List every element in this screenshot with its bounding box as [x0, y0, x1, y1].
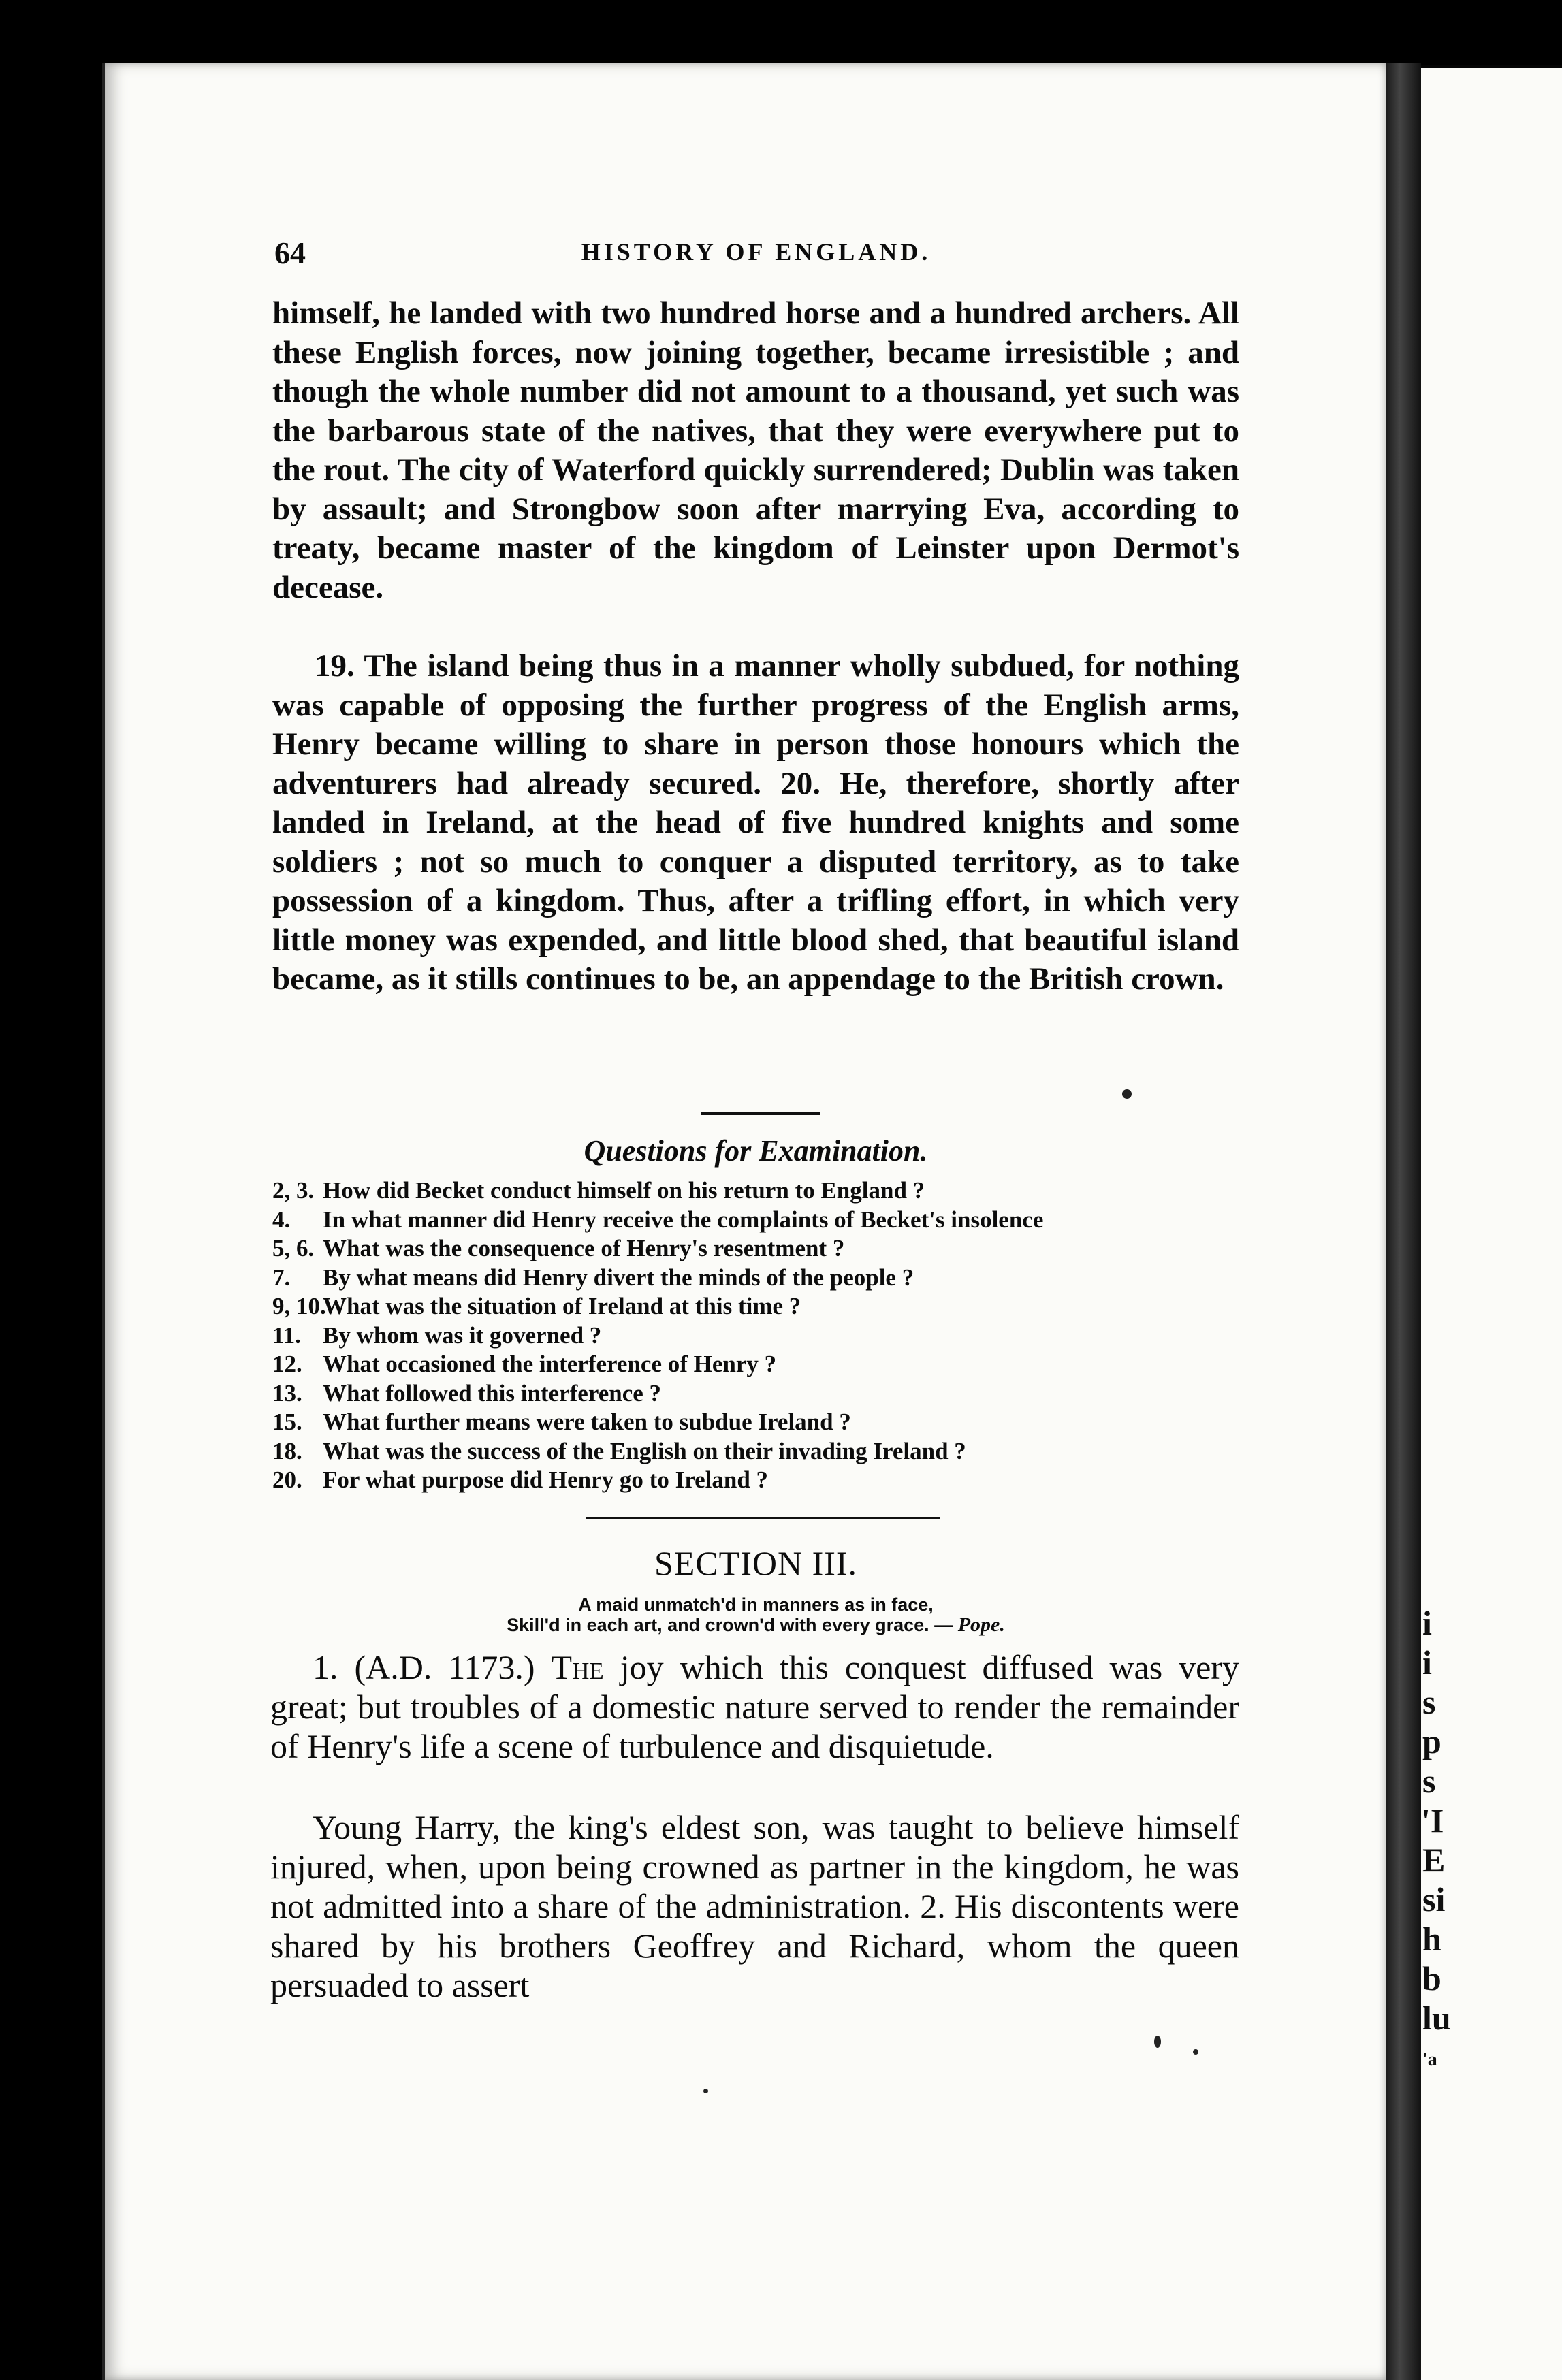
question-item: 4. In what manner did Henry receive the complaints of Becket's insolence — [272, 1206, 1044, 1233]
fragment: b — [1422, 1959, 1441, 1997]
body-paragraph — [272, 647, 1239, 999]
questions-heading: Questions for Examination. — [584, 1134, 928, 1168]
fragment: i — [1422, 1604, 1432, 1642]
fragment: h — [1422, 1920, 1441, 1958]
epigraph-line: A maid unmatch'd in manners as in face, — [578, 1594, 934, 1615]
fragment: 'a — [1422, 2049, 1437, 2070]
section-divider-rule — [586, 1517, 940, 1519]
fragment: s — [1422, 1762, 1436, 1800]
running-header — [274, 235, 1238, 276]
epigraph-line-with-attribution — [272, 1615, 1239, 1635]
fragment: lu — [1422, 1999, 1451, 2037]
running-title: HISTORY OF ENGLAND. — [581, 238, 931, 266]
paragraph-text: Young Harry, the king's eldest son, was taught to believe himself injured, when, upon being crowned as partner in the kingdom, he was not admitted into a share of the administration. 2. His discontents were shared by his brothers Geoffrey and Richard, whom the queen persuaded to assert — [270, 1808, 1239, 2004]
questions-list — [272, 1176, 1239, 1495]
adjacent-page-fragments — [1421, 68, 1562, 2380]
fragment: 'I — [1421, 1801, 1444, 1839]
section-paragraph — [270, 1807, 1239, 2005]
adjacent-page — [1421, 68, 1562, 2380]
fragment: s — [1422, 1683, 1436, 1721]
question-item: 18. What was the success of the English on their invading Ireland ? — [272, 1437, 966, 1464]
question-item: 15. What further means were taken to subdue Ireland ? — [272, 1409, 851, 1435]
question-item: 11. By whom was it governed ? — [272, 1321, 602, 1349]
section-heading: SECTION III. — [654, 1544, 858, 1582]
question-item: 20. For what purpose did Henry go to Ireland ? — [272, 1466, 769, 1493]
section-paragraph — [270, 1647, 1239, 1766]
paragraph-text — [270, 1647, 1239, 1766]
drop-word: The — [551, 1648, 604, 1686]
question-item: 12. What occasioned the interference of Henry ? — [272, 1351, 777, 1377]
scan-background-top — [0, 0, 1562, 65]
section-lead: 1. (A.D. 1173.) — [313, 1648, 535, 1686]
epigraph-line: Skill'd in each art, and crown'd with every grace. — — [507, 1615, 953, 1635]
question-item: 5, 6. What was the consequence of Henry's resentment ? — [272, 1235, 845, 1261]
fragment: i — [1422, 1643, 1432, 1682]
fragment: E — [1422, 1841, 1446, 1879]
question-item: 2, 3. How did Becket conduct himself on his return to England ? — [272, 1177, 925, 1204]
paragraph-text: himself, he landed with two hundred horse and a hundred archers. All these English forces, now joining together, became irresistible ; and though the whole number did not amount to a thousand, yet such was the barbarous state of the natives, that they were everywhere put to the rout. The city of Waterford quickly surrendered; Dublin was taken by assault; and Strongbow soon after marrying Eva, according to treaty, became master of the kingdom of Leinster upon Dermot's decease. — [272, 295, 1239, 605]
paragraph-text: 19. The island being thus in a manner wholly subdued, for nothing was capable of opposing the further progress of the English arms, Henry became willing to share in person those honours which the adventurers had already secured. 20. He, therefore, shortly after landed in Ireland, at the head of five hundred knights and some soldiers ; not so much to conquer a disputed territory, as to take possession of a kingdom. Thus, after a trifling effort, in which very little money was expended, and little blood shed, that beautiful island became, as it stills continues to be, an appendage to the British crown. — [272, 648, 1239, 997]
question-item: 13. What followed this interference ? — [272, 1379, 662, 1406]
page-number: 64 — [274, 236, 306, 270]
question-item: 7. By what means did Henry divert the minds of the people ? — [272, 1264, 914, 1291]
ink-speck — [1154, 2036, 1161, 2048]
fragment: p — [1422, 1722, 1441, 1760]
epigraph — [272, 1594, 1239, 1635]
scan-background-left — [0, 0, 102, 2380]
ink-speck — [1193, 2049, 1198, 2055]
ink-speck — [703, 2089, 708, 2093]
short-divider-rule — [701, 1112, 820, 1115]
epigraph-attribution: Pope. — [957, 1613, 1005, 1636]
ink-speck — [1122, 1089, 1132, 1099]
fragment: si — [1422, 1880, 1446, 1918]
body-paragraph — [272, 294, 1239, 607]
paragraph-rest: joy which this conquest diffused was very great; but troubles of a domestic nature served to render the remainder of Henry's life a scene of turbulence and disquietude. — [270, 1648, 1239, 1765]
book-gutter — [1386, 63, 1421, 2380]
question-item: 9, 10.What was the situation of Ireland at this time ? — [272, 1293, 801, 1319]
